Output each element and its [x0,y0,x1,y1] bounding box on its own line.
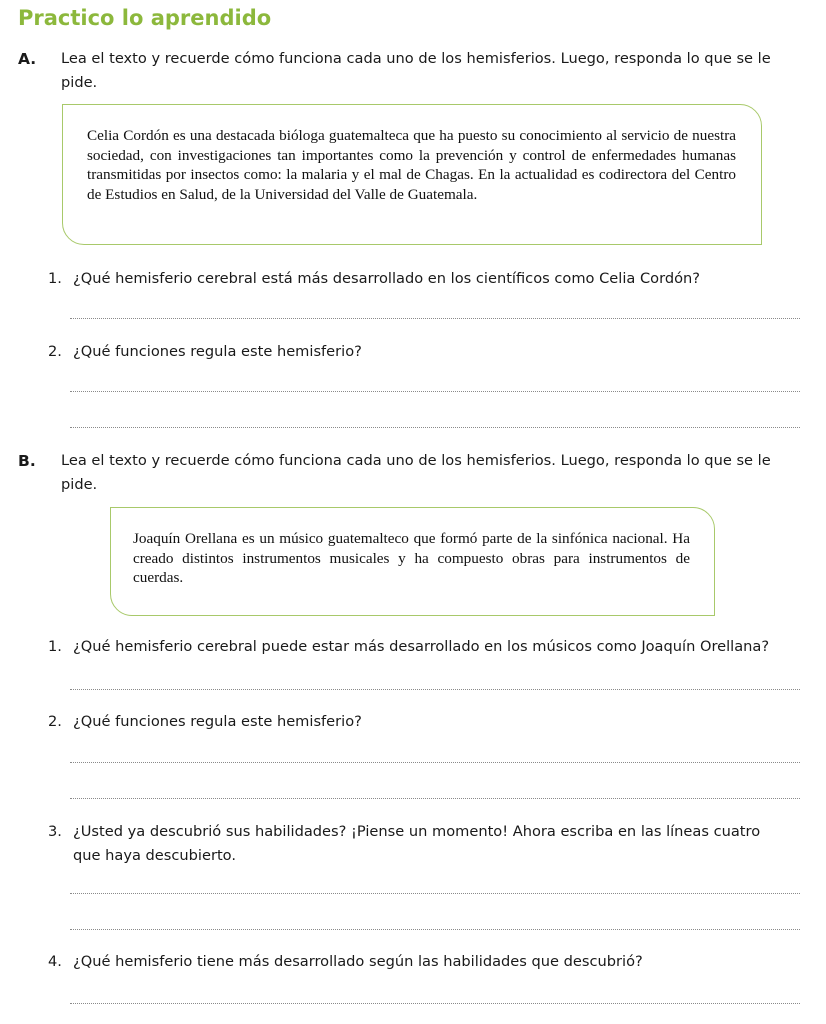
question-b1 [48,635,823,659]
reading-box-celia [62,104,762,245]
reading-text-celia: Celia Cordón es una destacada bióloga guatemalteca que ha puesto su conocimiento al servicio de nuestra sociedad, con investigaciones tan importantes como la prevención y control de enfermedades humanas transmitidas por insectos como: la malaria y el mal de Chagas. En la actualidad es codirectora del Centro de Estudios en Salud, de la Universidad del Valle de Guatemala. [87,127,736,204]
question-b2-text: ¿Qué funciones regula este hemisferio? [73,713,362,730]
answer-line-a2-2[interactable] [70,427,800,428]
answer-line-b2-2[interactable] [70,798,800,799]
answer-line-b3-2[interactable] [70,929,800,930]
section-b-instruction-line1: Lea el texto y recuerde cómo funciona cada uno de los hemisferios. Luego, responda lo que se le [61,452,771,469]
question-b2 [48,710,818,734]
question-a2-text: ¿Qué funciones regula este hemisferio? [73,343,362,360]
question-b1-number: 1. [48,638,62,655]
answer-line-a1[interactable] [70,318,800,319]
reading-box-joaquin [110,507,715,616]
answer-line-b4[interactable] [70,1003,800,1004]
section-b-instruction-line2: pide. [61,476,98,493]
question-b3-number: 3. [48,823,62,840]
section-a-instruction [61,47,821,95]
section-a-letter: A. [18,50,37,68]
question-b4-text: ¿Qué hemisferio tiene más desarrollado según las habilidades que descubrió? [73,953,643,970]
page-title: Practico lo aprendido [18,6,272,30]
question-b4-number: 4. [48,953,62,970]
question-a2 [48,340,818,364]
question-a2-number: 2. [48,343,62,360]
answer-line-b2-1[interactable] [70,762,800,763]
section-b-letter: B. [18,452,36,470]
question-a1-number: 1. [48,270,62,287]
question-b2-number: 2. [48,713,62,730]
section-b-instruction [61,449,821,497]
question-b3 [48,820,823,868]
answer-line-a2-1[interactable] [70,391,800,392]
section-a-instruction-line1: Lea el texto y recuerde cómo funciona cada uno de los hemisferios. Luego, responda lo que se le [61,50,771,67]
question-b1-text: ¿Qué hemisferio cerebral puede estar más desarrollado en los músicos como Joaquín Orellana? [73,638,770,655]
question-b4 [48,950,818,974]
answer-line-b3-1[interactable] [70,893,800,894]
question-a1 [48,267,818,291]
question-b3-text-line2: que haya descubierto. [73,847,236,864]
question-a1-text: ¿Qué hemisferio cerebral está más desarrollado en los científicos como Celia Cordón? [73,270,701,287]
answer-line-b1[interactable] [70,689,800,690]
question-b3-text-line1: ¿Usted ya descubrió sus habilidades? ¡Piense un momento! Ahora escriba en las líneas cuatro [73,823,761,840]
reading-text-joaquin: Joaquín Orellana es un músico guatemalteco que formó parte de la sinfónica nacional. Ha creado distintos instrumentos musicales y ha compuesto obras para instrumentos de cuerdas. [133,530,690,587]
section-a-instruction-line2: pide. [61,74,98,91]
